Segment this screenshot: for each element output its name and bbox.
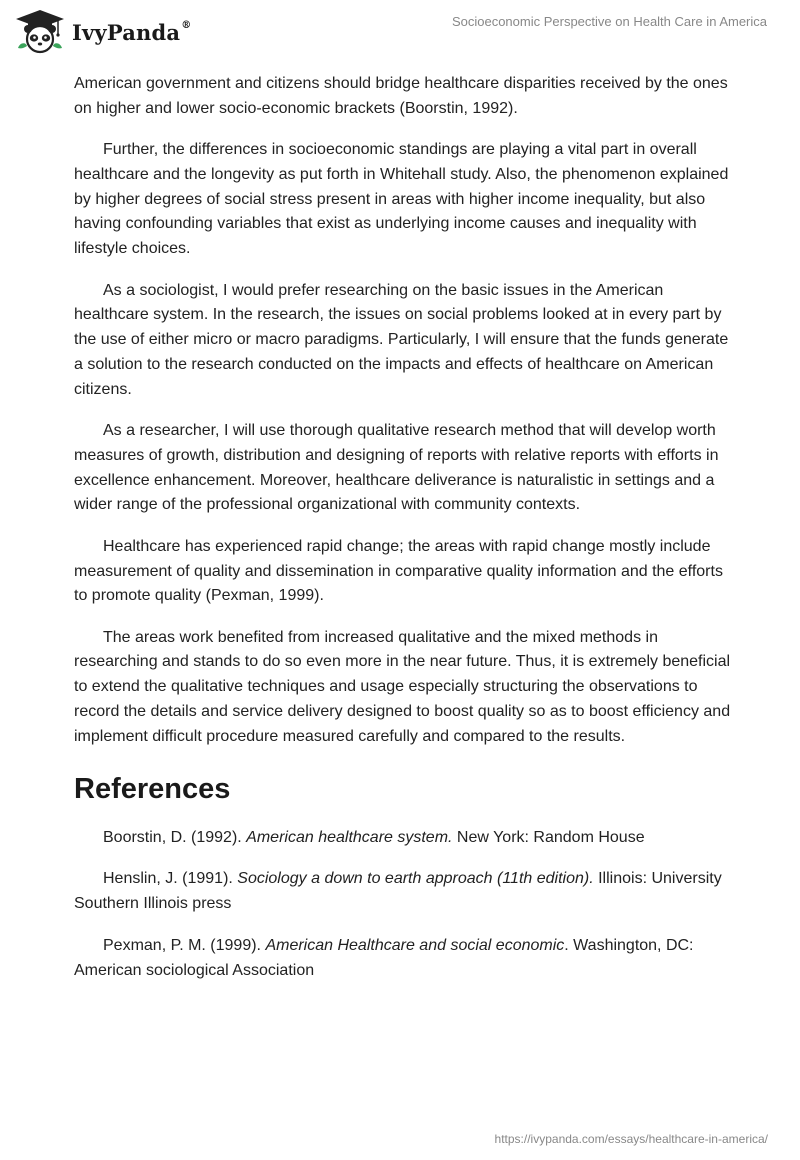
essay-paragraph: The areas work benefited from increased qualitative and the mixed methods in researching and stands to do so even more in the near future. Thus, it is extremely beneficial to extend the qualitative techniques and usage especially structuring the observations to record the details and service delivery designed to boost quality so as to boost efficiency and implement difficult procedure measured carefully and compared to the results. [74,628,731,745]
reference-item: Boorstin, D. (1992). American healthcare system. New York: Random House [103,828,645,846]
essay-paragraph: As a researcher, I will use thorough qualitative research method that will develop worth measures of growth, distribution and designing of reports with relative reports with efforts in excellence enhancement. Moreover, healthcare deliverance is naturalistic in settings and a wider range of the professional organizational with community contexts. [74,422,719,514]
references-heading: References [74,772,231,805]
logo-text: IvyPanda® [72,19,192,45]
essay-content [74,72,734,1001]
source-url[interactable]: https://ivypanda.com/essays/healthcare-in-america/ [494,1132,768,1146]
essay-paragraph: Further, the differences in socioeconomic standings are playing a vital part in overall healthcare and the longevity as put forth in Whitehall study. Also, the phenomenon explained by higher degrees of social stress present in areas with higher income inequality, but also having confounding variables that exist as underlying income causes and inequality with lifestyle choices. [74,141,729,258]
reference-item: Pexman, P. M. (1999). American Healthcare and social economic. Washington, DC: American sociological Association [74,937,694,979]
page-header [0,0,800,70]
essay-paragraph: As a sociologist, I would prefer researching on the basic issues in the American healthcare system. In the research, the issues on social problems looked at in every part by the use of either micro or macro paradigms. Particularly, I will ensure that the funds generate a solution to the research conducted on the impacts and effects of healthcare on American citizens. [74,281,729,398]
reference-item: Henslin, J. (1991). Sociology a down to earth approach (11th edition). Illinois: University Southern Illinois press [74,870,722,913]
essay-paragraph: Healthcare has experienced rapid change; the areas with rapid change mostly include measurement of quality and dissemination in comparative quality information and the efforts to promote quality (Pexman, 1999). [74,537,723,605]
panda-graduate-icon [14,8,66,54]
ivypanda-logo[interactable] [14,8,191,54]
essay-paragraph: American government and citizens should bridge healthcare disparities received by the ones on higher and lower socio-economic brackets (Boorstin, 1992). [74,75,728,117]
document-title: Socioeconomic Perspective on Health Care in America [451,14,767,29]
